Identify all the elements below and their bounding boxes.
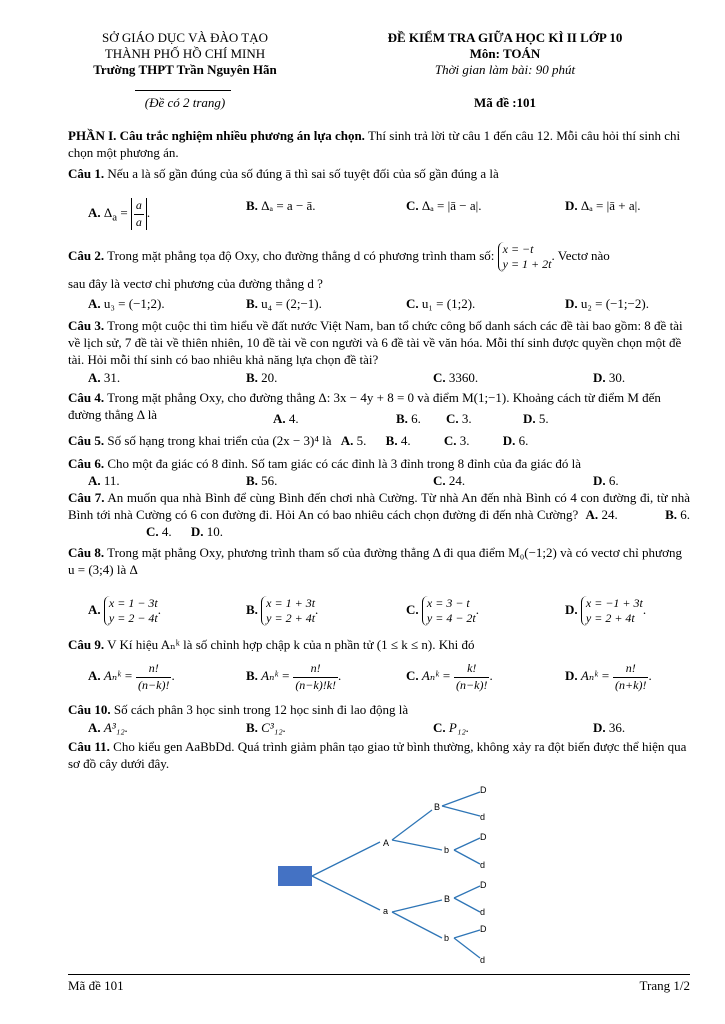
q1-option-b: B. Δₐ = a − ā. (246, 198, 316, 213)
q8-option-c: C. x = 3 − t y = 4 − 2t . (406, 596, 479, 625)
q2-option-d: D. u₂ = (−1;−2). (565, 296, 649, 311)
q1-option-a: A. $\Delta_a$ = $\frac{a}{a}$ . (88, 198, 151, 229)
question-1 (68, 166, 690, 183)
q4-options (68, 411, 690, 431)
node-B-1: B (434, 802, 441, 812)
q10-options (68, 720, 690, 740)
q8-option-b: B. x = 1 + 3t y = 2 + 4t . (246, 596, 319, 625)
question-8: Câu 8. Trong mặt phẳng Oxy, phương trình tham số của đường thẳng Δ đi qua điểm M₀(−1;2) và có vectơ chỉ phương u = (3;4) là Δ (68, 545, 682, 577)
exam-time: Thời gian làm bài: 90 phút (434, 62, 576, 77)
q8-option-a: A. x = 1 − 3t y = 2 − 4t . (88, 596, 161, 625)
school-name: Trường THPT Trần Nguyên Hãn (93, 62, 277, 77)
q8-option-d: D. x = −1 + 3t y = 2 + 4t . (565, 596, 647, 625)
node-D-4: D (480, 924, 487, 934)
gene-tree-diagram (270, 780, 500, 970)
q10-option-b: B. C³₁₂. (246, 720, 287, 735)
q3-option-d: D. 30. (593, 370, 626, 385)
q10-option-a: A. A³₁₂. (88, 720, 129, 735)
header-divider (135, 90, 231, 91)
q2-option-b: B. u₄ = (2;−1). (246, 296, 322, 311)
q1-text: Nếu a là số gần đúng của số đúng ā thì sai số tuyệt đối của số gần đúng a là (104, 166, 499, 181)
q5-option-c: C. 3. (443, 433, 470, 448)
q4-option-a: A. 4. (273, 411, 299, 426)
part1-intro (68, 128, 690, 162)
q4-option-d: D. 5. (523, 411, 549, 426)
q9-options (68, 655, 690, 699)
q2-option-a: A. u₃ = (−1;2). (88, 296, 165, 311)
root-box (278, 866, 312, 886)
q3-option-b: B. 20. (246, 370, 278, 385)
q9-option-d: D. Aₙᵏ = $\frac{n!}{(n+k)!}$ . (565, 661, 652, 692)
exam-code: Mã đề :101 (473, 95, 537, 110)
q10-option-d: D. 36. (593, 720, 626, 735)
node-B-2: B (444, 894, 451, 904)
q6-option-a: A. 11. (88, 473, 120, 488)
question-2-cont: sau đây là vectơ chỉ phương của đường thẳng d ? (68, 276, 323, 291)
part1-title: PHẦN I. Câu trắc nghiệm nhiều phương án lựa chọn. (68, 128, 365, 143)
q5-option-a: A. 5. (340, 433, 367, 448)
footer-page: Trang 1/2 (639, 978, 690, 993)
exam-title: ĐỀ KIỂM TRA GIỮA HỌC KÌ II LỚP 10 (387, 30, 623, 45)
q3-option-a: A. 31. (88, 370, 121, 385)
question-2: Câu 2. Trong mặt phẳng tọa độ Oxy, cho đường thẳng d có phương trình tham số: x = −t y = 1 + 2t . Vectơ nào (68, 242, 610, 271)
node-A: A (383, 838, 390, 848)
question-7: Câu 7. An muốn qua nhà Bình để cùng Bình đến chơi nhà Cường. Từ nhà An đến nhà Bình có 4 con đường đi, từ nhà Bình tới nhà Cường có 6 con đường đi. Hỏi An có bao nhiêu cách chọn đường đi đến nhà Cường? A. 24. B. 6. C. 4. D. 10. (68, 490, 691, 539)
node-a: a (383, 906, 389, 916)
question-6: Câu 6. Cho một đa giác có 8 đỉnh. Số tam giác có các đỉnh là 3 đỉnh trong 8 đỉnh của đa giác đó là (68, 456, 582, 471)
q10-option-c: C. P₁₂. (433, 720, 470, 735)
q2-options (68, 296, 690, 316)
page-footer (68, 974, 690, 995)
q3-options (68, 370, 690, 390)
node-D-2: D (480, 832, 487, 842)
q6-option-c: C. 24. (433, 473, 466, 488)
q6-option-d: D. 6. (593, 473, 619, 488)
question-4: Câu 4. Trong mặt phẳng Oxy, cho đường thẳng Δ: 3x − 4y + 8 = 0 và điểm M(1;−1). Khoảng cách từ điểm M đến đường thẳng Δ là (68, 390, 661, 422)
q4-option-b: B. 6. (396, 411, 421, 426)
node-d-1: d (480, 812, 486, 822)
q9-option-c: C. Aₙᵏ = $\frac{k!}{(n-k)!}$ . (406, 661, 493, 692)
q4-option-c: C. 3. (446, 411, 472, 426)
q5-option-b: B. 4. (385, 433, 411, 448)
q9-option-a: A. Aₙᵏ = $\frac{n!}{(n-k)!}$ . (88, 661, 175, 692)
question-5: Câu 5. Số số hạng trong khai triển của (2x − 3)⁴ là A. 5. B. 4. C. 3. D. 6. (68, 433, 529, 448)
q2-option-c: C. u₁ = (1;2). (406, 296, 476, 311)
dept-line1: SỞ GIÁO DỤC VÀ ĐÀO TẠO (102, 30, 268, 45)
question-9: Câu 9. V Kí hiệu Aₙᵏ là số chỉnh hợp chập k của n phần tử (1 ≤ k ≤ n). Khi đó (68, 637, 475, 652)
node-D-1: D (480, 785, 487, 795)
q3-option-c: C. 3360. (433, 370, 479, 385)
q6-option-b: B. 56. (246, 473, 278, 488)
node-d-4: d (480, 955, 486, 965)
q1-options (68, 188, 690, 229)
q8-options (68, 590, 690, 630)
pages-note: (Đề có 2 trang) (144, 95, 226, 110)
dept-line2: THÀNH PHỐ HỒ CHÍ MINH (104, 46, 266, 61)
q1-option-c: C. Δₐ = |ā − a|. (406, 198, 482, 213)
question-10: Câu 10. Số cách phân 3 học sinh trong 12 học sinh đi lao động là (68, 702, 409, 717)
node-b-2: b (444, 933, 450, 943)
part1-instruction: Thí sinh trả lời từ câu 1 đến câu 12. Mỗi câu hỏi thí sinh chỉ chọn một phương án. (68, 128, 681, 160)
node-D-3: D (480, 880, 487, 890)
node-b-1: b (444, 845, 450, 855)
q1-option-d: D. Δₐ = |ā + a|. (565, 198, 641, 213)
footer-code: Mã đề 101 (68, 978, 124, 993)
question-11: Câu 11. Cho kiểu gen AaBbDd. Quá trình giảm phân tạo giao tử bình thường, không xảy ra đột biến được thể hiện qua sơ đồ cây dưới đây. (68, 739, 687, 771)
node-d-3: d (480, 907, 486, 917)
node-d-2: d (480, 860, 486, 870)
q1-label: Câu 1. (68, 166, 105, 181)
question-3: Câu 3. Trong một cuộc thi tìm hiểu về đất nước Việt Nam, ban tổ chức công bố danh sách các đề tài bao gồm: 8 đề tài về lịch sử, 7 đề tài về thiên nhiên, 10 đề tài về con người và 6 đề tài về văn hóa. Mỗi thí sinh được quyền chọn một đề tài. Hỏi mỗi thí sinh có bao nhiêu khả năng lựa chọn đề tài? (68, 318, 683, 367)
q5-option-d: D. 6. (502, 433, 529, 448)
q2-system: x = −t y = 1 + 2t (498, 242, 552, 272)
q9-option-b: B. Aₙᵏ = $\frac{n!}{(n-k)!k!}$ . (246, 661, 342, 692)
exam-subject: Môn: TOÁN (469, 46, 541, 61)
